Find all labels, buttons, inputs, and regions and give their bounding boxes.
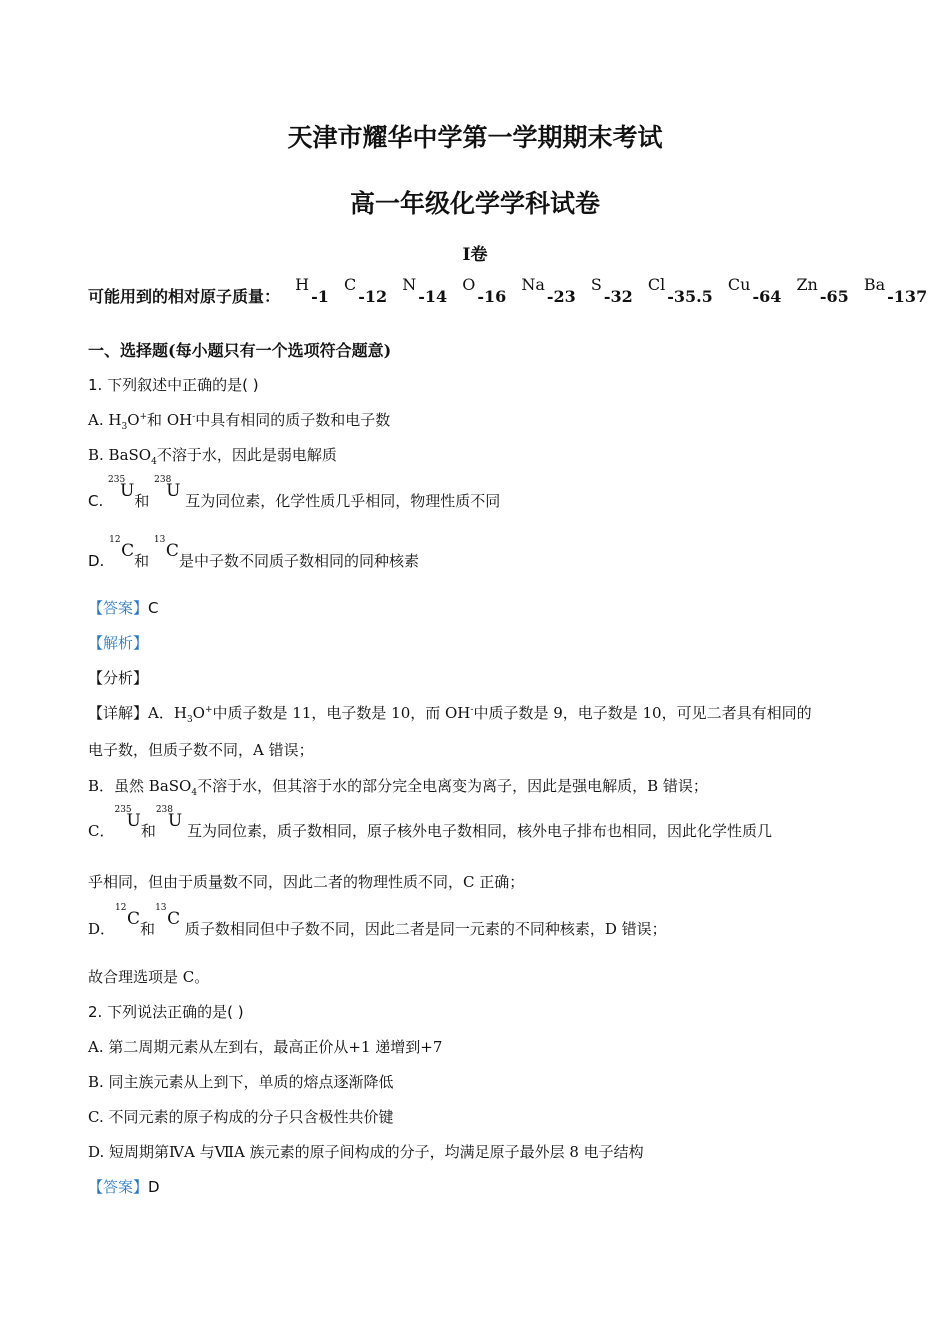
q1-detail-5: 乎相同，但由于质量数不同，因此二者的物理性质不同，C 正确； <box>88 873 525 891</box>
q1-detail-7: 故合理选项是 C。 <box>88 968 210 986</box>
mass-item: Na-23 <box>521 275 576 306</box>
section-label: I卷 <box>462 245 488 265</box>
q1-answer: 【答案】C <box>88 599 159 617</box>
exam-subtitle: 高一年级化学学科试卷 <box>349 189 600 218</box>
q1-stem: 1. 下列叙述中正确的是( ) <box>88 376 259 394</box>
q1-option-b: B. BaSO$_4$不溶于水，因此是弱电解质 <box>88 446 337 467</box>
mass-item: O-16 <box>462 275 507 306</box>
mass-item: Ba-137 <box>863 275 928 306</box>
mass-item: Zn-65 <box>796 275 849 306</box>
mass-item: Cl-35.5 <box>647 275 713 306</box>
q1-option-a: A. $H_3O^+$和 OH-中具有相同的质子数和电子数 <box>88 411 391 432</box>
q1-detail-4: C． 235 U和 238 U 互为同位素，质子数相同，原子核外电子数相同，核外电子排布也相同，因此化学性质几 <box>88 805 772 840</box>
q2-option-c: C. 不同元素的原子构成的分子只含极性共价键 <box>88 1108 394 1126</box>
q2-answer: 【答案】D <box>88 1178 160 1196</box>
exam-title: 天津市耀华中学第一学期期末考试 <box>287 123 663 152</box>
q2-option-b: B. 同主族元素从上到下，单质的熔点逐渐降低 <box>88 1073 394 1091</box>
mass-item: S-32 <box>590 275 633 306</box>
q1-fenxi: 【分析】 <box>88 669 149 687</box>
mass-item: Cu-64 <box>727 275 782 306</box>
atomic-mass-line <box>88 275 928 307</box>
section-heading: 一、选择题(每小题只有一个选项符合题意) <box>88 341 392 360</box>
mass-item: H-1 <box>295 275 329 306</box>
q1-detail-3: B．虽然 BaSO$_4$不溶于水，但其溶于水的部分完全电离变为离子，因此是强电解质，B 错误； <box>88 777 708 798</box>
mass-item: N-14 <box>402 275 448 306</box>
q2-option-a: A. 第二周期元素从左到右，最高正价从+1 递增到+7 <box>88 1038 443 1056</box>
q1-detail-6: D． 12 C和 13 C 质子数相同但中子数不同，因此二者是同一元素的不同种核素，D 错误； <box>88 903 667 938</box>
q2-option-d: D. 短周期第ⅣA 与ⅦA 族元素的原子间构成的分子，均满足原子最外层 8 电子结构 <box>88 1143 644 1161</box>
q1-option-c: C. 235 U和 238 U 互为同位素，化学性质几乎相同，物理性质不同 <box>88 475 501 510</box>
q1-analysis-tag: 【解析】 <box>88 634 149 652</box>
q1-option-d: D. 12 C和 13 C是中子数不同质子数相同的同种核素 <box>88 535 419 570</box>
atomic-mass-label: 可能用到的相对原子质量： <box>88 287 281 306</box>
mass-item: C-12 <box>343 275 388 306</box>
q1-detail-1: 【详解】A．$H_3O^+$中质子数是 11，电子数是 10，而 OH-中质子数是 9，电子数是 10，可见二者具有相同的 <box>88 704 812 725</box>
q1-detail-2: 电子数，但质子数不同，A 错误； <box>88 741 314 759</box>
q2-stem: 2. 下列说法正确的是( ) <box>88 1003 244 1021</box>
